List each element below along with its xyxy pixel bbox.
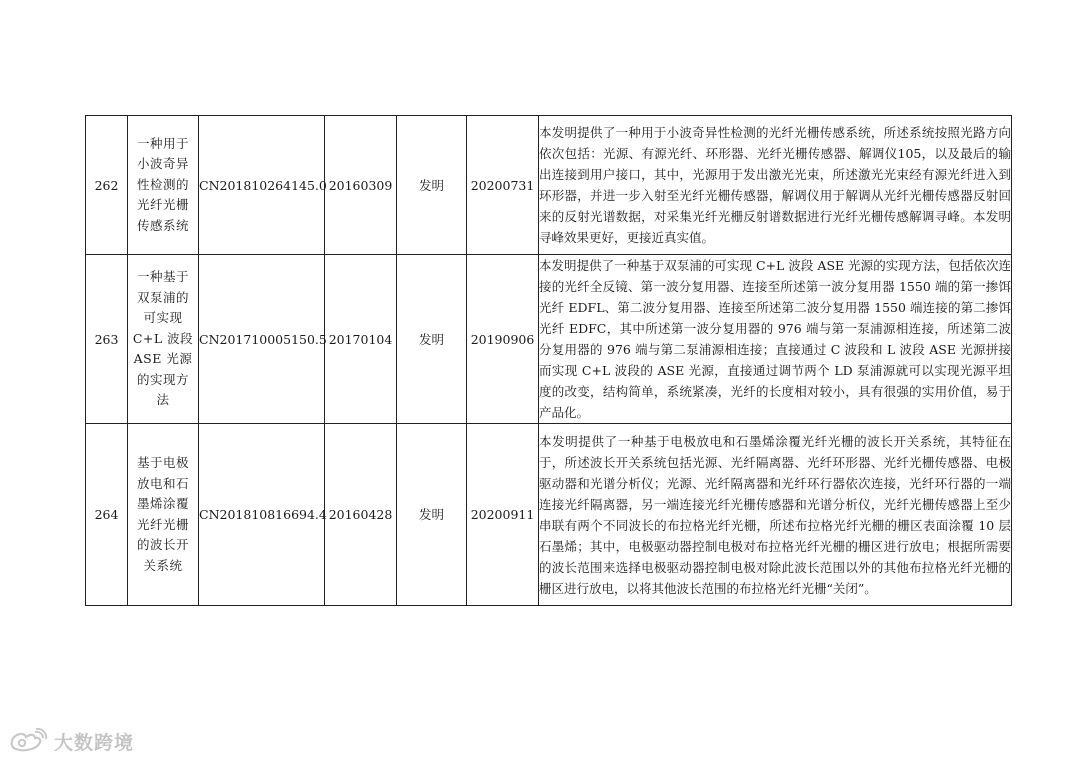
watermark [8, 726, 134, 756]
row-number: 262 [86, 116, 128, 255]
watermark-text: 大数跨境 [54, 731, 135, 754]
application-number: CN201810264145.0 [199, 116, 325, 255]
table-row [86, 255, 1012, 424]
patent-title: 一种基于 双泵浦的 可实现 C+L 波段 ASE 光源 的实现方 法 [128, 255, 199, 424]
patent-table [85, 115, 1012, 606]
weibo-logo-icon [8, 728, 48, 754]
patent-abstract: 本发明提供了一种用于小波奇异性检测的光纤光栅传感系统，所述系统按照光路方向依次包括：光源、有源光纤、环形器、光纤光栅传感器、解调仪105，以及最后的输出连接到用户接口，其中，光源用于发出激光光束，所述激光光束经有源光纤进入到环形器，并进一步入射至光纤光栅传感器，解调仪用于解调从光纤光栅传感器反射回来的反射光谱数据，对采集光纤光栅反射谱数据进行光纤光栅传感解调寻峰。本发明寻峰效果更好，更接近真实值。 [539, 116, 1012, 255]
patent-title: 一种用于 小波奇异 性检测的 光纤光栅 传感系统 [128, 116, 199, 255]
application-number: CN201710005150.5 [199, 255, 325, 424]
application-date: 20160428 [325, 424, 397, 606]
publication-date: 20200911 [467, 424, 539, 606]
patent-type: 发明 [397, 116, 467, 255]
patent-type: 发明 [397, 255, 467, 424]
patent-type: 发明 [397, 424, 467, 606]
table-row [86, 424, 1012, 606]
row-number: 263 [86, 255, 128, 424]
patent-abstract: 本发明提供了一种基于双泵浦的可实现 C+L 波段 ASE 光源的实现方法，包括依次连接的光纤全反镜、第一波分复用器、连接至所述第一波分复用器 1550 端的第一掺饵光纤 EDFL、第二波分复用器、连接至所述第二波分复用器 1550 端连接的第二掺饵光纤 EDFC，其中所述第一波分复用器的 976 端与第一泵浦源相连接，所述第二波分复用器的 976 端与第二泵浦源相连接；直接通过 C 波段和 L 波段 ASE 光源拼接而实现 C+L 波段的 ASE 光源，直接通过调节两个 LD 泵浦源就可以实现光源平坦度的改变，结构简单，系统紧凑，光纤的长度相对较小，具有很强的实用价值，易于产品化。 [539, 255, 1012, 424]
row-number: 264 [86, 424, 128, 606]
application-date: 20160309 [325, 116, 397, 255]
application-date: 20170104 [325, 255, 397, 424]
application-number: CN201810816694.4 [199, 424, 325, 606]
table-row [86, 116, 1012, 255]
publication-date: 20200731 [467, 116, 539, 255]
patent-abstract: 本发明提供了一种基于电极放电和石墨烯涂覆光纤光栅的波长开关系统，其特征在于，所述波长开关系统包括光源、光纤隔离器、光纤环形器、光纤光栅传感器、电极驱动器和光谱分析仪；光源、光纤隔离器和光纤环行器依次连接，光纤环行器的一端连接光纤隔离器，另一端连接光纤光栅传感器和光谱分析仪，光纤光栅传感器上至少串联有两个不同波长的布拉格光纤光栅，所述布拉格光纤光栅的栅区表面涂覆 10 层石墨烯；其中，电极驱动器控制电极对布拉格光纤光栅的栅区进行放电；根据所需要的波长范围来选择电极驱动器控制电极对除此波长范围以外的其他布拉格光纤光栅的栅区进行放电，以将其他波长范围的布拉格光纤光栅“关闭”。 [539, 424, 1012, 606]
patent-title: 基于电极 放电和石 墨烯涂覆 光纤光栅 的波长开 关系统 [128, 424, 199, 606]
publication-date: 20190906 [467, 255, 539, 424]
